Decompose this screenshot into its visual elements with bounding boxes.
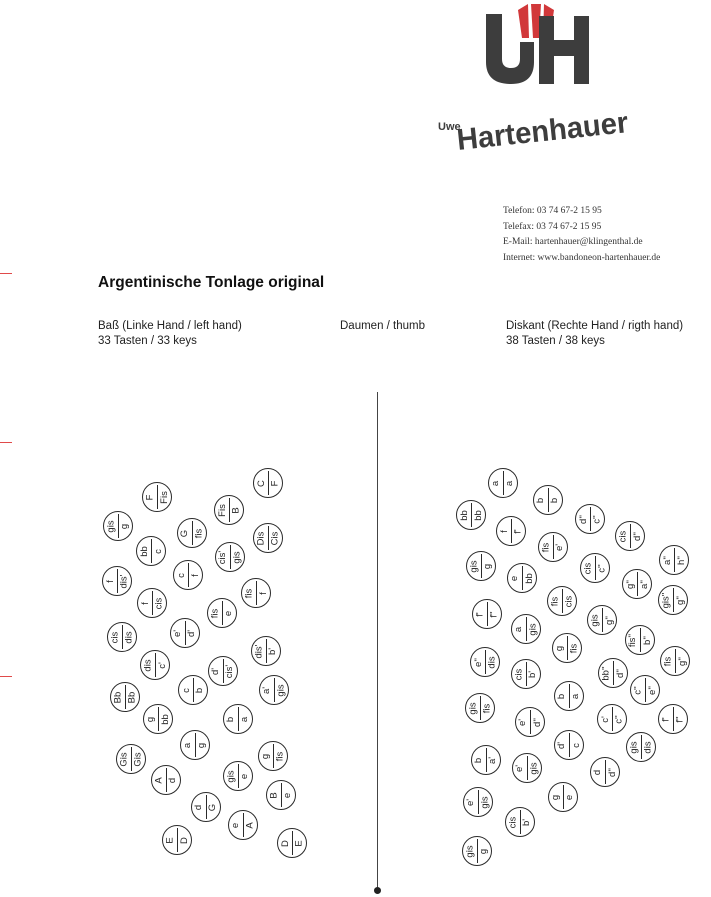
discant-key-push-note: gis bbox=[468, 559, 480, 573]
discant-key-push-note: e'' bbox=[472, 657, 484, 667]
discant-key-push-note: c' bbox=[599, 715, 611, 723]
discant-key[interactable] bbox=[466, 551, 496, 581]
bass-key-pull-note: fis bbox=[193, 528, 205, 538]
discant-key-push-note: gis'' bbox=[660, 592, 672, 608]
bass-key-push-note: fis bbox=[209, 608, 221, 618]
discant-key-push-note: d bbox=[592, 769, 604, 775]
discant-key[interactable] bbox=[630, 675, 660, 705]
discant-key[interactable] bbox=[470, 647, 500, 677]
bass-key-push-note: b bbox=[225, 716, 237, 722]
discant-key-pull-note: a'' bbox=[638, 579, 650, 589]
discant-key[interactable] bbox=[462, 836, 492, 866]
discant-key-push-note: g bbox=[550, 794, 562, 800]
discant-key[interactable] bbox=[471, 745, 501, 775]
bass-key-pull-note: c bbox=[152, 548, 164, 554]
discant-key[interactable] bbox=[598, 658, 628, 688]
discant-key-pull-note: f' bbox=[512, 528, 524, 534]
bass-key-push-note: cis bbox=[109, 631, 121, 643]
discant-key-pull-note: g'' bbox=[674, 595, 686, 605]
discant-key-pull-note: e bbox=[564, 794, 576, 800]
bass-key-push-note: E bbox=[164, 836, 176, 844]
discant-key[interactable] bbox=[597, 704, 627, 734]
discant-key-pull-note: b bbox=[549, 497, 561, 503]
discant-key-pull-note: bb bbox=[472, 509, 484, 521]
logo-brand: Hartenhauer bbox=[455, 105, 635, 157]
discant-key-pull-note: g bbox=[482, 563, 494, 569]
bass-key-push-note: G bbox=[179, 529, 191, 537]
discant-key[interactable] bbox=[538, 532, 568, 562]
discant-key-push-note: a'' bbox=[661, 555, 673, 565]
bass-key-pull-note: d' bbox=[186, 629, 198, 637]
discant-key-pull-note: d'' bbox=[631, 531, 643, 541]
discant-key-pull-note: gis bbox=[479, 795, 491, 809]
bass-key-pull-note: Bb bbox=[126, 691, 138, 703]
discant-key-push-note: fis bbox=[540, 542, 552, 552]
bass-key-pull-note: cis' bbox=[224, 664, 236, 678]
discant-key[interactable] bbox=[575, 504, 605, 534]
discant-key-pull-note: c'' bbox=[613, 714, 625, 724]
page-title: Argentinische Tonlage original bbox=[98, 274, 325, 291]
bass-key-push-note: d' bbox=[210, 667, 222, 675]
bass-count: 33 Tasten / 33 keys bbox=[98, 335, 197, 347]
discant-key-pull-note: e'' bbox=[646, 685, 658, 695]
bass-key-push-note: gis bbox=[225, 769, 237, 783]
bass-key-push-note: e' bbox=[172, 629, 184, 637]
discant-key-pull-note: c'' bbox=[591, 514, 603, 524]
discant-key-pull-note: b'' bbox=[641, 635, 653, 645]
discant-key-pull-note: d'' bbox=[606, 767, 618, 777]
discant-key[interactable] bbox=[590, 757, 620, 787]
discant-key-push-note: cis bbox=[513, 668, 525, 680]
bass-key-push-note: C bbox=[255, 479, 267, 487]
discant-key[interactable] bbox=[507, 563, 537, 593]
bass-key-push-note: Fis bbox=[216, 503, 228, 517]
discant-key-pull-note: dis bbox=[642, 740, 654, 754]
bass-key-pull-note: Gis bbox=[132, 751, 144, 767]
bass-key-pull-note: G bbox=[207, 803, 219, 811]
discant-key[interactable] bbox=[515, 707, 545, 737]
bass-key-push-note: A bbox=[153, 776, 165, 784]
bass-key-push-note: D bbox=[279, 839, 291, 847]
discant-key-pull-note: h'' bbox=[675, 555, 687, 565]
discant-key-push-note: f' bbox=[660, 716, 672, 722]
bass-key-push-note: Bb bbox=[112, 691, 124, 703]
discant-key-pull-note: e' bbox=[554, 543, 566, 551]
bass-key-push-note: g bbox=[260, 753, 272, 759]
bass-key-pull-note: e bbox=[223, 610, 235, 616]
bass-key-pull-note: Fis bbox=[158, 490, 170, 504]
discant-key[interactable] bbox=[625, 625, 655, 655]
bass-key-pull-note: a bbox=[239, 716, 251, 722]
discant-key-push-note: a bbox=[513, 626, 525, 632]
discant-key[interactable] bbox=[658, 585, 688, 615]
discant-key-pull-note: gis bbox=[528, 761, 540, 775]
discant-key-push-note: e' bbox=[465, 798, 477, 806]
bass-key-pull-note: gis bbox=[231, 550, 243, 564]
bass-key-pull-note: e bbox=[239, 773, 251, 779]
phone: Telefon: 03 74 67-2 15 95 bbox=[503, 206, 602, 216]
discant-label: Diskant (Rechte Hand / rigth hand) bbox=[506, 320, 684, 332]
logo-small-text: Uwe bbox=[438, 121, 461, 133]
discant-key-push-note: gis bbox=[467, 701, 479, 715]
discant-key[interactable] bbox=[554, 730, 584, 760]
discant-key-pull-note: g bbox=[478, 848, 490, 854]
bass-key-pull-note: Cis bbox=[269, 531, 281, 545]
discant-key[interactable] bbox=[626, 732, 656, 762]
bass-key-push-note: cis' bbox=[217, 550, 229, 564]
discant-key-pull-note: dis bbox=[486, 655, 498, 669]
discant-key-pull-note: a' bbox=[487, 756, 499, 764]
bass-key-pull-note: D bbox=[178, 836, 190, 844]
bass-key-pull-note: E bbox=[293, 839, 305, 847]
discant-key-pull-note: c'' bbox=[596, 563, 608, 573]
bass-key-pull-note: fis bbox=[274, 751, 286, 761]
bass-key-pull-note: f bbox=[189, 573, 201, 577]
discant-key-push-note: bb bbox=[458, 509, 470, 521]
discant-key-push-note: fis bbox=[662, 656, 674, 666]
discant-key[interactable] bbox=[512, 753, 542, 783]
discant-key-push-note: e bbox=[509, 575, 521, 581]
bass-label: Baß (Linke Hand / left hand) bbox=[98, 320, 242, 332]
bass-key-push-note: dis bbox=[142, 658, 154, 672]
discant-key[interactable] bbox=[548, 782, 578, 812]
discant-key[interactable] bbox=[456, 500, 486, 530]
discant-key[interactable] bbox=[496, 516, 526, 546]
thumb-label: Daumen / thumb bbox=[340, 320, 426, 332]
bass-key-pull-note: b bbox=[194, 687, 206, 693]
discant-key-push-note: cis bbox=[507, 816, 519, 828]
discant-key-pull-note: g'' bbox=[676, 656, 688, 666]
discant-key[interactable] bbox=[615, 521, 645, 551]
bass-key-pull-note: f bbox=[257, 591, 269, 595]
discant-key-pull-note: f'' bbox=[488, 610, 500, 618]
discant-key[interactable] bbox=[658, 704, 688, 734]
discant-key[interactable] bbox=[463, 787, 493, 817]
discant-key-pull-note: a bbox=[570, 693, 582, 699]
bass-key-push-note: F bbox=[144, 494, 156, 500]
discant-key-push-note: gis bbox=[628, 740, 640, 754]
discant-count: 38 Tasten / 38 keys bbox=[506, 335, 605, 347]
discant-key-pull-note: c bbox=[570, 742, 582, 748]
discant-key-push-note: a bbox=[490, 480, 502, 486]
bass-key-push-note: a bbox=[182, 742, 194, 748]
bass-key-pull-note: dis bbox=[123, 630, 135, 644]
discant-key-push-note: b bbox=[473, 757, 485, 763]
bass-key-pull-note: F bbox=[269, 480, 281, 486]
discant-key[interactable] bbox=[505, 807, 535, 837]
bass-key-push-note: d bbox=[193, 804, 205, 810]
bass-key-push-note: dis' bbox=[253, 644, 265, 658]
bass-key-pull-note: b' bbox=[267, 647, 279, 655]
discant-key[interactable] bbox=[554, 681, 584, 711]
discant-key-push-note: b bbox=[535, 497, 547, 503]
discant-key-push-note: bb'' bbox=[600, 665, 612, 681]
bass-key-pull-note: A bbox=[244, 821, 256, 829]
bass-key-pull-note: cis bbox=[153, 597, 165, 609]
discant-key-pull-note: cis bbox=[563, 595, 575, 607]
discant-key-push-note: gis bbox=[464, 844, 476, 858]
discant-key-push-note: b bbox=[556, 693, 568, 699]
discant-key-pull-note: g'' bbox=[603, 615, 615, 625]
discant-key[interactable] bbox=[552, 633, 582, 663]
discant-key-pull-note: bb bbox=[523, 572, 535, 584]
discant-key-push-note: cis bbox=[582, 562, 594, 574]
bass-key-push-note: f bbox=[104, 579, 116, 583]
bass-key-push-note: e bbox=[230, 822, 242, 828]
bass-key-push-note: B bbox=[268, 791, 280, 799]
discant-key-push-note: d'' bbox=[577, 514, 589, 524]
discant-key[interactable] bbox=[622, 569, 652, 599]
bass-key-push-note: f bbox=[139, 601, 151, 605]
discant-key-pull-note: b' bbox=[521, 818, 533, 826]
website[interactable]: Internet: www.bandoneon-hartenhauer.de bbox=[503, 252, 661, 263]
discant-key-push-note: d' bbox=[556, 741, 568, 749]
discant-key-pull-note: fis bbox=[481, 703, 493, 713]
discant-key-push-note: fis bbox=[549, 596, 561, 606]
bass-key-pull-note: g bbox=[119, 523, 131, 529]
discant-key[interactable] bbox=[587, 605, 617, 635]
discant-key-pull-note: d'' bbox=[614, 668, 626, 678]
bass-key-pull-note: e bbox=[282, 792, 294, 798]
bass-key-push-note: bb bbox=[138, 545, 150, 557]
bass-key-pull-note: dis' bbox=[118, 574, 130, 588]
discant-key-pull-note: f'' bbox=[674, 715, 686, 723]
discant-key[interactable] bbox=[659, 545, 689, 575]
discant-key[interactable] bbox=[580, 553, 610, 583]
bass-key-push-note: c bbox=[175, 572, 187, 578]
discant-key-push-note: g'' bbox=[624, 579, 636, 589]
discant-key-push-note: e' bbox=[517, 718, 529, 726]
discant-key-push-note: g bbox=[554, 645, 566, 651]
bass-key-push-note: gis bbox=[105, 519, 117, 533]
discant-key[interactable] bbox=[533, 485, 563, 515]
discant-key-pull-note: gis bbox=[527, 622, 539, 636]
bass-key-pull-note: c' bbox=[156, 661, 168, 669]
fax: Telefax: 03 74 67-2 15 95 bbox=[503, 221, 602, 232]
bass-key-pull-note: g bbox=[196, 742, 208, 748]
discant-key-push-note: cis bbox=[617, 530, 629, 542]
discant-key-pull-note: fis bbox=[568, 643, 580, 653]
discant-key[interactable] bbox=[488, 468, 518, 498]
discant-key-push-note: c'' bbox=[632, 685, 644, 695]
bass-key-push-note: Dis bbox=[255, 531, 267, 545]
bass-key-push-note: fis bbox=[243, 588, 255, 598]
discant-key[interactable] bbox=[547, 586, 577, 616]
discant-key[interactable] bbox=[660, 646, 690, 676]
discant-key-pull-note: d'' bbox=[531, 717, 543, 727]
bass-key-push-note: c bbox=[180, 687, 192, 693]
bass-key-push-note: g bbox=[145, 716, 157, 722]
bass-key-pull-note: bb bbox=[159, 713, 171, 725]
discant-key[interactable] bbox=[465, 693, 495, 723]
discant-key-push-note: f' bbox=[474, 611, 486, 617]
bass-key-pull-note: d bbox=[167, 777, 179, 783]
bass-key-pull-note: gis bbox=[275, 683, 287, 697]
discant-key[interactable] bbox=[511, 659, 541, 689]
discant-key-push-note: f bbox=[498, 529, 510, 533]
bass-key-pull-note: B bbox=[230, 506, 242, 514]
discant-key-push-note: e' bbox=[514, 764, 526, 772]
discant-key-pull-note: b' bbox=[527, 670, 539, 678]
bass-key-push-note: Gis bbox=[118, 751, 130, 767]
discant-key[interactable] bbox=[472, 599, 502, 629]
discant-key-push-note: fis'' bbox=[627, 633, 639, 647]
discant-key[interactable] bbox=[511, 614, 541, 644]
discant-key-pull-note: a bbox=[504, 480, 516, 486]
email[interactable]: E-Mail: hartenhauer@klingenthal.de bbox=[503, 237, 643, 247]
bass-key-push-note: a' bbox=[261, 686, 273, 694]
discant-key-push-note: gis bbox=[589, 613, 601, 627]
